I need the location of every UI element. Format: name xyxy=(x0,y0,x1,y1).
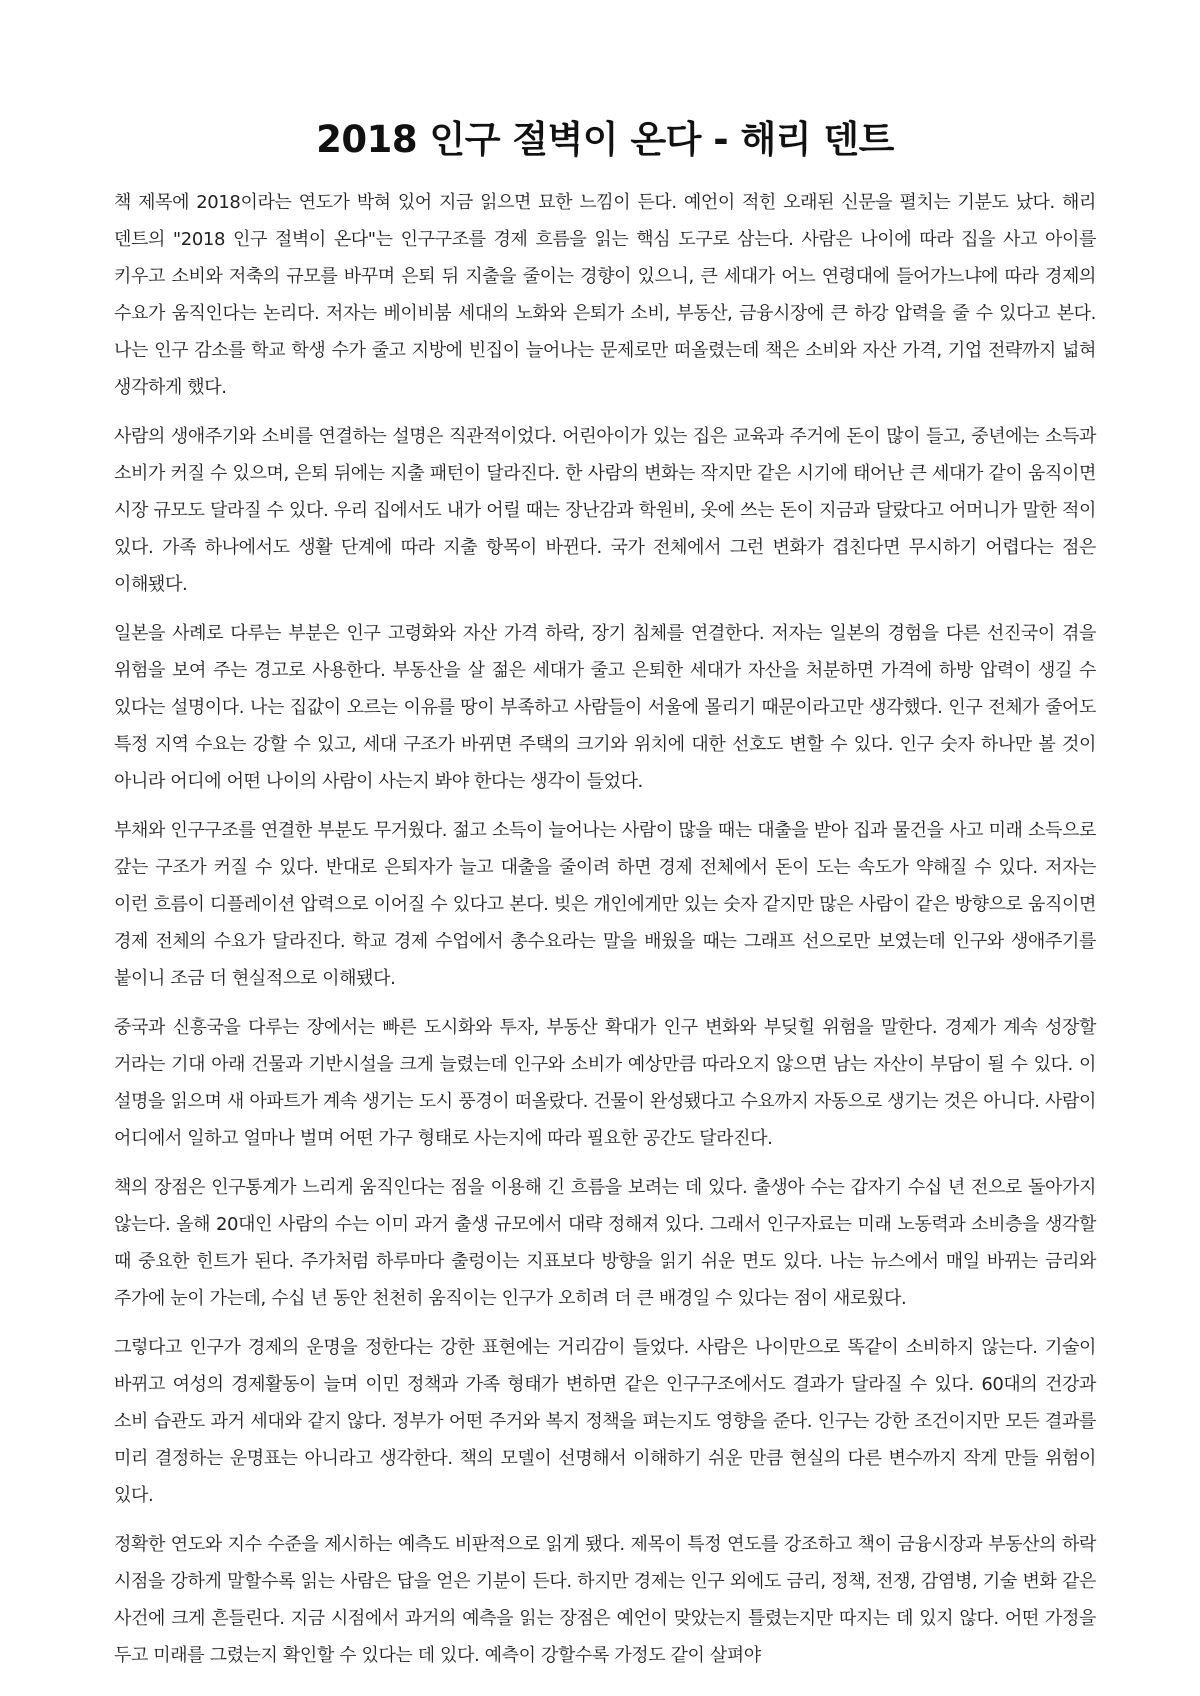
document-title: 2018 인구 절벽이 온다 - 해리 덴트 xyxy=(316,118,894,161)
document-page xyxy=(114,112,1096,1686)
paragraph: 책의 장점은 인구통계가 느리게 움직인다는 점을 이용해 긴 흐름을 보려는 데 있다. 출생아 수는 갑자기 수십 년 전으로 돌아가지 않는다. 올해 20대인 사람의 수는 이미 과거 출생 규모에서 대략 정해져 있다. 그래서 인구자료는 미래 노동력과 소비층을 생각할 때 중요한 힌트가 된다. 주가처럼 하루마다 출렁이는 지표보다 방향을 읽기 쉬운 면도 있다. 나는 뉴스에서 매일 바뀌는 금리와 주가에 눈이 가는데, 수십 년 동안 천천히 움직이는 인구가 오히려 더 큰 배경일 수 있다는 점이 새로웠다. xyxy=(114,1177,1096,1309)
paragraph: 사람의 생애주기와 소비를 연결하는 설명은 직관적이었다. 어린아이가 있는 집은 교육과 주거에 돈이 많이 들고, 중년에는 소득과 소비가 커질 수 있으며, 은퇴 뒤에는 지출 패턴이 달라진다. 한 사람의 변화는 작지만 같은 시기에 태어난 큰 세대가 같이 움직이면 시장 규모도 달라질 수 있다. 우리 집에서도 내가 어릴 때는 장난감과 학원비, 옷에 쓰는 돈이 지금과 달랐다고 어머니가 말한 적이 있다. 가족 하나에서도 생활 단계에 따라 지출 항목이 바뀐다. 국가 전체에서 그런 변화가 겹친다면 무시하기 어렵다는 점은 이해됐다. xyxy=(114,426,1096,595)
paragraph: 중국과 신흥국을 다루는 장에서는 빠른 도시화와 투자, 부동산 확대가 인구 변화와 부딪힐 위험을 말한다. 경제가 계속 성장할 거라는 기대 아래 건물과 기반시설을 크게 늘렸는데 인구와 소비가 예상만큼 따라오지 않으면 남는 자산이 부담이 될 수 있다. 이 설명을 읽으며 새 아파트가 계속 생기는 도시 풍경이 떠올랐다. 건물이 완성됐다고 수요까지 자동으로 생기는 것은 아니다. 사람이 어디에서 일하고 얼마나 벌며 어떤 가구 형태로 사는지에 따라 필요한 공간도 달라진다. xyxy=(114,1017,1096,1149)
paragraph: 일본을 사례로 다루는 부분은 인구 고령화와 자산 가격 하락, 장기 침체를 연결한다. 저자는 일본의 경험을 다른 선진국이 겪을 위험을 보여 주는 경고로 사용한다. 부동산을 살 젊은 세대가 줄고 은퇴한 세대가 자산을 처분하면 가격에 하방 압력이 생길 수 있다는 설명이다. 나는 집값이 오르는 이유를 땅이 부족하고 사람들이 서울에 몰리기 때문이라고만 생각했다. 인구 전체가 줄어도 특정 지역 수요는 강할 수 있고, 세대 구조가 바뀌면 주택의 크기와 위치에 대한 선호도 변할 수 있다. 인구 숫자 하나만 볼 것이 아니라 어디에 어떤 나이의 사람이 사는지 봐야 한다는 생각이 들었다. xyxy=(114,623,1096,792)
paragraph: 부채와 인구구조를 연결한 부분도 무거웠다. 젊고 소득이 늘어나는 사람이 많을 때는 대출을 받아 집과 물건을 사고 미래 소득으로 갚는 구조가 커질 수 있다. 반대로 은퇴자가 늘고 대출을 줄이려 하면 경제 전체에서 돈이 도는 속도가 약해질 수 있다. 저자는 이런 흐름이 디플레이션 압력으로 이어질 수 있다고 본다. 빚은 개인에게만 있는 숫자 같지만 많은 사람이 같은 방향으로 움직이면 경제 전체의 수요가 달라진다. 학교 경제 수업에서 총수요라는 말을 배웠을 때는 그래프 선으로만 보였는데 인구와 생애주기를 붙이니 조금 더 현실적으로 이해됐다. xyxy=(114,820,1096,989)
paragraph: 책 제목에 2018이라는 연도가 박혀 있어 지금 읽으면 묘한 느낌이 든다. 예언이 적힌 오래된 신문을 펼치는 기분도 났다. 해리 덴트의 "2018 인구 절벽이 온다"는 인구구조를 경제 흐름을 읽는 핵심 도구로 삼는다. 사람은 나이에 따라 집을 사고 아이를 키우고 소비와 저축의 규모를 바꾸며 은퇴 뒤 지출을 줄이는 경향이 있으니, 큰 세대가 어느 연령대에 들어가느냐에 따라 경제의 수요가 움직인다는 논리다. 저자는 베이비붐 세대의 노화와 은퇴가 소비, 부동산, 금융시장에 큰 하강 압력을 줄 수 있다고 본다. 나는 인구 감소를 학교 학생 수가 줄고 지방에 빈집이 늘어나는 문제로만 떠올렸는데 책은 소비와 자산 가격, 기업 전략까지 넓혀 생각하게 했다. xyxy=(114,192,1096,398)
paragraph: 그렇다고 인구가 경제의 운명을 정한다는 강한 표현에는 거리감이 들었다. 사람은 나이만으로 똑같이 소비하지 않는다. 기술이 바뀌고 여성의 경제활동이 늘며 이민 정책과 가족 형태가 변하면 같은 인구구조에서도 결과가 달라질 수 있다. 60대의 건강과 소비 습관도 과거 세대와 같지 않다. 정부가 어떤 주거와 복지 정책을 펴는지도 영향을 준다. 인구는 강한 조건이지만 모든 결과를 미리 결정하는 운명표는 아니라고 생각한다. 책의 모델이 선명해서 이해하기 쉬운 만큼 현실의 다른 변수까지 작게 만들 위험이 있다. xyxy=(114,1337,1096,1506)
paragraph: 정확한 연도와 지수 수준을 제시하는 예측도 비판적으로 읽게 됐다. 제목이 특정 연도를 강조하고 책이 금융시장과 부동산의 하락 시점을 강하게 말할수록 읽는 사람은 답을 얻은 기분이 든다. 하지만 경제는 인구 외에도 금리, 정책, 전쟁, 감염병, 기술 변화 같은 사건에 크게 흔들린다. 지금 시점에서 과거의 예측을 읽는 장점은 예언이 맞았는지 틀렸는지만 따지는 데 있지 않다. 어떤 가정을 두고 미래를 그렸는지 확인할 수 있다는 데 있다. 예측이 강할수록 가정도 같이 살펴야 xyxy=(114,1534,1096,1666)
